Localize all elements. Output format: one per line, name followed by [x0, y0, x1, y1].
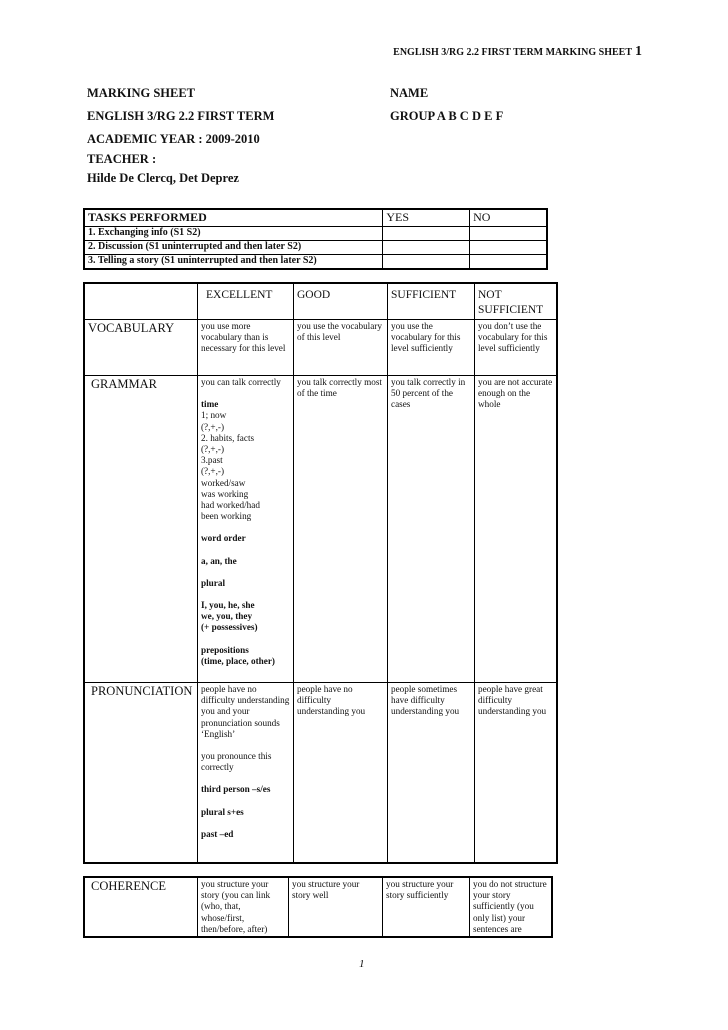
- task-no-cell[interactable]: [470, 255, 547, 270]
- running-header: [393, 44, 642, 60]
- grammar-time-line: was working: [201, 488, 249, 499]
- task-yes-cell[interactable]: [383, 255, 470, 270]
- vocabulary-sufficient: you use the vocabulary for this level sufficiently: [388, 320, 475, 376]
- coherence-label: COHERENCE: [84, 877, 198, 937]
- grammar-articles: a, an, the: [201, 555, 237, 566]
- header-page-number: 1: [635, 44, 642, 59]
- grammar-time-line: 2. habits, facts: [201, 432, 255, 443]
- grammar-not-sufficient: you are not accurate enough on the whole: [475, 376, 558, 683]
- task-row: [84, 241, 547, 255]
- group-label: GROUP A B C D E F: [390, 109, 504, 123]
- coherence-not-sufficient: you do not structure your story sufficiently (you only list) your sentences are: [470, 877, 553, 937]
- task-no-cell[interactable]: [470, 227, 547, 241]
- coherence-row: [84, 877, 552, 937]
- grammar-time-line: had worked/had: [201, 500, 260, 511]
- coherence-sufficient: you structure your story sufficiently: [383, 877, 470, 937]
- task-label: 2. Discussion (S1 uninterrupted and then later S2): [84, 241, 383, 255]
- tasks-header-row: [84, 209, 547, 227]
- course-title: ENGLISH 3/RG 2.2 FIRST TERM: [87, 109, 275, 123]
- grammar-time-line: been working: [201, 511, 252, 522]
- grammar-pronouns-line: we, you, they: [201, 611, 253, 622]
- header-not-sufficient: NOT SUFFICIENT: [475, 283, 558, 320]
- pronunciation-not-sufficient: people have great difficulty understanding you: [475, 683, 558, 863]
- task-no-cell[interactable]: [470, 241, 547, 255]
- grammar-pronouns-line: I, you, he, she: [201, 600, 255, 611]
- pronunciation-sufficient: people sometimes have difficulty understanding you: [388, 683, 475, 863]
- grammar-time-line: 3.past: [201, 455, 223, 466]
- grammar-excellent-cell: [198, 376, 294, 683]
- pronunciation-third-person: third person –s/es: [201, 784, 271, 795]
- blank-header-cell: [84, 283, 198, 320]
- vocabulary-label: VOCABULARY: [84, 320, 198, 376]
- grammar-time-line: (?,+,-): [201, 421, 225, 432]
- grammar-prepositions-line: prepositions: [201, 644, 249, 655]
- grammar-pronouns-line: (+ possessives): [201, 622, 258, 633]
- coherence-table: [83, 876, 553, 938]
- pronunciation-excellent: people have no difficulty understanding you and your pronunciation sounds ‘English’: [201, 684, 290, 739]
- teacher-label: TEACHER :: [87, 152, 157, 166]
- grammar-sufficient: you talk correctly in 50 percent of the cases: [388, 376, 475, 683]
- criteria-table: [83, 282, 558, 864]
- task-label: 3. Telling a story (S1 uninterrupted and then later S2): [84, 255, 383, 270]
- task-row: [84, 227, 547, 241]
- vocabulary-good: you use the vocabulary of this level: [294, 320, 388, 376]
- task-row: [84, 255, 547, 270]
- teacher-names: Hilde De Clercq, Det Deprez: [87, 171, 239, 185]
- sheet-title: MARKING SHEET: [87, 86, 196, 100]
- no-header: NO: [470, 209, 547, 227]
- grammar-good: you talk correctly most of the time: [294, 376, 388, 683]
- running-title: ENGLISH 3/RG 2.2 FIRST TERM MARKING SHEET: [393, 47, 632, 58]
- pronunciation-label: PRONUNCIATION: [84, 683, 198, 863]
- grammar-word-order: word order: [201, 533, 246, 544]
- vocabulary-not-sufficient: you don’t use the vocabulary for this level sufficiently: [475, 320, 558, 376]
- grammar-label: GRAMMAR: [84, 376, 198, 683]
- header-good: GOOD: [294, 283, 388, 320]
- grammar-time-line: (?,+,-): [201, 466, 225, 477]
- grammar-time-line: 1; now: [201, 410, 227, 421]
- pronunciation-row: [84, 683, 557, 863]
- pronunciation-good: people have no difficulty understanding you: [294, 683, 388, 863]
- grammar-time-label: time: [201, 399, 219, 410]
- tasks-header: TASKS PERFORMED: [84, 209, 383, 227]
- task-yes-cell[interactable]: [383, 227, 470, 241]
- grammar-time-line: worked/saw: [201, 477, 246, 488]
- coherence-good: you structure your story well: [289, 877, 383, 937]
- pronunciation-past: past –ed: [201, 828, 234, 839]
- name-label: NAME: [390, 86, 429, 100]
- grammar-plural: plural: [201, 577, 225, 588]
- criteria-header-row: [84, 283, 557, 320]
- coherence-excellent: you structure your story (you can link (who, that, whose/first, then/before, after): [198, 877, 289, 937]
- task-yes-cell[interactable]: [383, 241, 470, 255]
- grammar-time-line: (?,+,-): [201, 444, 225, 455]
- yes-header: YES: [383, 209, 470, 227]
- pronunciation-plural: plural s+es: [201, 806, 244, 817]
- academic-year: ACADEMIC YEAR : 2009-2010: [87, 132, 260, 146]
- grammar-prepositions-line: (time, place, other): [201, 655, 275, 666]
- vocabulary-excellent: you use more vocabulary than is necessary for this level: [198, 320, 294, 376]
- tasks-table: [83, 208, 548, 270]
- header-sufficient: SUFFICIENT: [388, 283, 475, 320]
- pronunciation-excellent-cell: [198, 683, 294, 863]
- pronunciation-extra: you pronounce this correctly: [201, 751, 272, 773]
- grammar-row: [84, 376, 557, 683]
- header-excellent: EXCELLENT: [198, 283, 294, 320]
- vocabulary-row: [84, 320, 557, 376]
- footer-page-number: 1: [359, 958, 365, 970]
- grammar-excellent: you can talk correctly: [201, 377, 281, 387]
- task-label: 1. Exchanging info (S1 S2): [84, 227, 383, 241]
